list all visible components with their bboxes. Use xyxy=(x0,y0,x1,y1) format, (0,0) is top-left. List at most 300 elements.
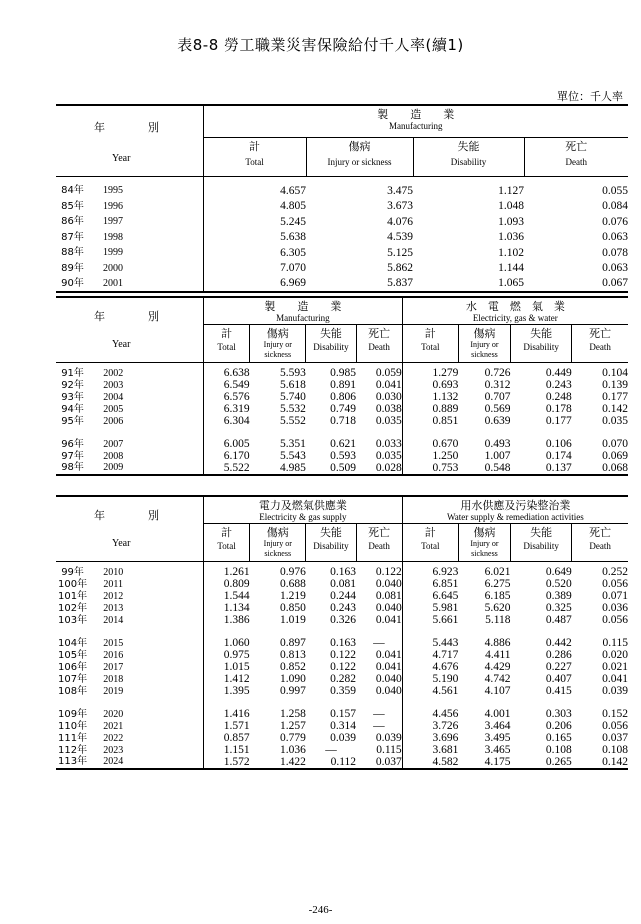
value-cell: 0.177 xyxy=(602,390,628,403)
value-cell: 0.359 xyxy=(330,684,357,697)
ad-year: 2015 xyxy=(103,637,124,649)
group-header-zh: 製 造 業 xyxy=(377,108,455,121)
ad-year: 2023 xyxy=(103,744,124,756)
value-cell: 0.243 xyxy=(545,378,572,391)
value-cell: 0.312 xyxy=(484,378,511,391)
value-cell: 0.243 xyxy=(330,601,357,614)
col-header-total: 計 Total xyxy=(204,524,250,562)
value-cell: 0.314 xyxy=(330,719,357,732)
roc-year: 112年 xyxy=(58,744,88,756)
value-cell: 1.261 xyxy=(204,567,250,579)
value-cell: 5.981 xyxy=(402,603,458,615)
value-cell: 0.303 xyxy=(545,707,572,720)
value-cell: 4.001 xyxy=(484,707,511,720)
ad-year: 1998 xyxy=(103,231,123,243)
value-cell: 0.142 xyxy=(602,402,628,415)
value-cell: 0.081 xyxy=(375,589,402,602)
ad-year: 2013 xyxy=(103,602,124,614)
value-cell: 5.118 xyxy=(485,613,511,626)
table-row xyxy=(56,261,628,277)
table-row xyxy=(56,392,628,404)
table-row xyxy=(56,215,628,231)
roc-year: 102年 xyxy=(58,602,88,614)
year-header-zh-b: 別 xyxy=(148,310,159,323)
table-row xyxy=(56,709,628,721)
value-cell: 0.206 xyxy=(545,719,572,732)
value-cell: 1.015 xyxy=(204,662,250,674)
value-cell: 0.039 xyxy=(602,684,628,697)
table-title: 表8-8 勞工職業災害保險給付千人率(續1) xyxy=(177,36,464,54)
value-cell: 4.582 xyxy=(402,757,458,770)
ad-year: 2005 xyxy=(103,403,124,415)
value-cell: 5.190 xyxy=(402,674,458,686)
value-cell: 6.969 xyxy=(203,277,306,293)
col-header-disability: 失能 Disability xyxy=(511,325,572,363)
table-row xyxy=(56,579,628,591)
value-cell: 0.040 xyxy=(375,577,402,590)
value-cell: 1.090 xyxy=(279,672,306,685)
ad-year: 2007 xyxy=(103,438,124,450)
value-cell: 0.593 xyxy=(330,449,357,462)
value-cell: 6.645 xyxy=(402,591,458,603)
ad-year: 2024 xyxy=(89,757,137,770)
value-cell: 1.036 xyxy=(279,743,306,756)
value-cell: 1.093 xyxy=(498,215,525,228)
ad-year: 2019 xyxy=(103,685,124,697)
value-cell: 0.078 xyxy=(602,246,629,259)
value-cell: 5.837 xyxy=(306,277,413,293)
value-cell: 6.304 xyxy=(204,416,250,428)
table-row xyxy=(56,662,628,674)
ad-year: 2012 xyxy=(103,590,124,602)
value-cell: 0.726 xyxy=(484,366,511,379)
value-cell: 0.493 xyxy=(484,437,511,450)
value-cell: 4.985 xyxy=(250,463,306,476)
value-cell: 0.282 xyxy=(330,672,357,685)
value-cell: 4.429 xyxy=(484,660,511,673)
year-header-zh-a: 年 xyxy=(94,509,105,522)
value-cell: 0.897 xyxy=(279,636,306,649)
value-cell: 4.539 xyxy=(387,231,414,243)
value-cell: 0.227 xyxy=(545,660,572,673)
value-cell: 0.889 xyxy=(402,404,458,416)
value-cell: 0.670 xyxy=(402,439,458,451)
value-cell: 0.509 xyxy=(306,463,356,476)
value-cell: 1.132 xyxy=(402,392,458,404)
col-header-injury: 傷病 Injury or sickness xyxy=(306,138,413,177)
value-cell: 4.561 xyxy=(402,686,458,698)
value-cell: 0.851 xyxy=(402,416,458,428)
value-cell: 0.108 xyxy=(545,743,572,756)
value-cell: 0.649 xyxy=(545,565,572,578)
value-cell: 0.040 xyxy=(375,684,402,697)
value-cell: 0.115 xyxy=(376,743,402,756)
value-cell: 0.442 xyxy=(545,636,572,649)
value-cell: 0.035 xyxy=(375,414,402,427)
table-row xyxy=(56,439,628,451)
value-cell: 0.165 xyxy=(545,731,572,744)
value-cell: 0.035 xyxy=(602,414,628,427)
value-cell: 0.163 xyxy=(330,565,357,578)
value-cell: 6.185 xyxy=(484,589,511,602)
value-cell: 0.688 xyxy=(279,577,306,590)
ad-year: 2017 xyxy=(103,661,124,673)
col-header-disability: 失能 Disability xyxy=(413,138,524,177)
value-cell: 6.170 xyxy=(204,451,250,463)
value-cell: 4.805 xyxy=(203,199,306,215)
value-cell: 5.593 xyxy=(279,366,306,379)
roc-year: 110年 xyxy=(58,720,88,732)
value-cell: 1.219 xyxy=(279,589,306,602)
roc-year: 98年 xyxy=(56,463,89,476)
value-cell: 1.258 xyxy=(279,707,306,720)
col-header-death: 死亡 Death xyxy=(572,524,628,562)
value-cell: 0.779 xyxy=(279,731,306,744)
roc-year: 92年 xyxy=(61,379,84,391)
value-cell: 0.036 xyxy=(602,601,628,614)
col-header-injury: 傷病 Injury or sickness xyxy=(458,325,510,363)
section-2-table xyxy=(56,296,628,476)
year-header-en: Year xyxy=(112,339,131,350)
col-header-injury: 傷病 Injury or sickness xyxy=(458,524,510,562)
value-cell: 0.038 xyxy=(375,402,402,415)
roc-year: 93年 xyxy=(61,391,84,403)
value-cell: 0.067 xyxy=(524,277,628,293)
value-cell: 5.125 xyxy=(387,246,414,259)
value-cell: 0.569 xyxy=(484,402,511,415)
group-header-electricity-gas-water: 水 電 燃 氣 業 Electricity, gas & water xyxy=(402,297,628,325)
value-cell: 1.422 xyxy=(250,757,306,770)
ad-year: 2021 xyxy=(103,720,124,732)
table-row xyxy=(56,567,628,579)
roc-year: 97年 xyxy=(61,450,84,462)
value-cell: 0.115 xyxy=(602,636,628,649)
value-cell: 0.325 xyxy=(545,601,572,614)
value-cell: 6.275 xyxy=(484,577,511,590)
col-header-disability: 失能 Disability xyxy=(511,524,572,562)
value-cell: 0.487 xyxy=(545,613,572,626)
value-cell: 6.923 xyxy=(402,567,458,579)
value-cell: 0.035 xyxy=(375,449,402,462)
group-header-manufacturing xyxy=(203,105,628,138)
unit-label: 單位：千人率 xyxy=(557,90,623,103)
value-cell: 0.852 xyxy=(279,660,306,673)
table-row xyxy=(56,184,628,200)
value-cell: 0.985 xyxy=(330,366,357,379)
value-cell: 5.638 xyxy=(203,230,306,246)
value-cell: 6.305 xyxy=(203,246,306,262)
value-cell: 3.475 xyxy=(387,184,414,197)
value-cell: 5.351 xyxy=(279,437,306,450)
value-cell: 6.021 xyxy=(484,565,511,578)
value-cell: 3.681 xyxy=(402,745,458,757)
value-cell: 0.063 xyxy=(602,231,629,243)
value-cell: 5.740 xyxy=(279,390,306,403)
roc-year: 91年 xyxy=(61,367,84,379)
col-header-death: 死亡 Death xyxy=(524,138,628,177)
value-cell: 0.106 xyxy=(545,437,572,450)
section-1-table xyxy=(56,104,628,293)
value-cell: 0.252 xyxy=(602,565,628,578)
value-cell: 7.070 xyxy=(203,261,306,277)
value-cell: 0.037 xyxy=(602,731,628,744)
year-header-zh-b: 別 xyxy=(148,121,159,134)
value-cell: 0.707 xyxy=(484,390,511,403)
value-cell: 0.041 xyxy=(375,648,402,661)
value-cell: 4.886 xyxy=(484,636,511,649)
value-cell: 5.543 xyxy=(279,449,306,462)
value-cell: 1.144 xyxy=(498,262,525,274)
value-cell: 0.997 xyxy=(279,684,306,697)
col-header-death: 死亡 Death xyxy=(356,325,402,363)
value-cell: 0.326 xyxy=(330,613,357,626)
roc-year: 101年 xyxy=(58,590,88,602)
value-cell: 3.495 xyxy=(484,731,511,744)
group-header-water-supply-remediation: 用水供應及污染整治業 Water supply & remediation activities xyxy=(402,496,628,524)
year-header xyxy=(56,297,204,363)
value-cell: 1.250 xyxy=(402,451,458,463)
value-cell: 0.976 xyxy=(279,565,306,578)
ad-year: 2000 xyxy=(103,262,123,274)
ad-year: 2011 xyxy=(103,578,123,590)
value-cell: 0.286 xyxy=(545,648,572,661)
roc-year: 113年 xyxy=(56,757,89,770)
value-cell: 0.041 xyxy=(375,660,402,673)
value-cell: 0.122 xyxy=(330,660,357,673)
value-cell: 0.163 xyxy=(330,636,357,649)
roc-year: 104年 xyxy=(58,637,88,649)
value-cell: 0.693 xyxy=(402,380,458,392)
table-row xyxy=(56,721,628,733)
value-cell: 0.071 xyxy=(602,589,628,602)
table-row xyxy=(56,380,628,392)
value-cell: 0.152 xyxy=(602,707,628,720)
col-header-total: 計 Total xyxy=(203,138,306,177)
value-cell: 0.040 xyxy=(375,601,402,614)
table-row xyxy=(56,638,628,650)
value-cell: 0.041 xyxy=(375,613,402,626)
roc-year: 107年 xyxy=(58,673,88,685)
group-header-electricity-gas-supply: 電力及燃氣供應業 Electricity & gas supply xyxy=(204,496,403,524)
year-header-en: Year xyxy=(112,153,131,164)
year-header-en: Year xyxy=(112,538,131,549)
roc-year: 95年 xyxy=(61,415,84,427)
ad-year: 2004 xyxy=(103,391,124,403)
value-cell: 0.548 xyxy=(458,463,510,476)
value-cell: 0.749 xyxy=(330,402,357,415)
roc-year: 103年 xyxy=(58,614,88,626)
value-cell: 0.081 xyxy=(330,577,357,590)
value-cell: 1.127 xyxy=(498,184,525,197)
value-cell: 5.532 xyxy=(279,402,306,415)
value-cell: 6.638 xyxy=(204,368,250,380)
roc-year: 108年 xyxy=(58,685,88,697)
table-row xyxy=(56,674,628,686)
table-row xyxy=(56,199,628,215)
value-cell: 3.726 xyxy=(402,721,458,733)
table-row xyxy=(56,686,628,698)
value-cell: 0.041 xyxy=(602,672,628,685)
table-row xyxy=(56,404,628,416)
value-cell: 0.621 xyxy=(330,437,357,450)
value-cell: 1.544 xyxy=(204,591,250,603)
value-cell: 1.048 xyxy=(498,200,525,212)
year-header-zh-b: 別 xyxy=(148,509,159,522)
roc-year: 106年 xyxy=(58,661,88,673)
value-cell: 0.056 xyxy=(602,577,628,590)
value-cell: 0.177 xyxy=(545,414,572,427)
roc-year: 111年 xyxy=(58,732,88,744)
value-cell: — xyxy=(373,636,385,649)
table-row xyxy=(56,416,628,428)
value-cell: 1.395 xyxy=(204,686,250,698)
value-cell: 4.717 xyxy=(402,650,458,662)
value-cell: 0.020 xyxy=(602,648,628,661)
value-cell: — xyxy=(373,707,385,720)
value-cell: 1.412 xyxy=(204,674,250,686)
value-cell: 0.076 xyxy=(602,215,629,228)
value-cell: 0.084 xyxy=(602,200,629,212)
ad-year: 2020 xyxy=(103,708,124,720)
value-cell: 0.070 xyxy=(602,437,628,450)
ad-year: 2022 xyxy=(103,732,124,744)
value-cell: 0.039 xyxy=(330,731,357,744)
ad-year: 2001 xyxy=(89,277,137,293)
ad-year: 2002 xyxy=(103,367,124,379)
value-cell: 5.245 xyxy=(203,215,306,231)
value-cell: 0.244 xyxy=(330,589,357,602)
value-cell: 0.178 xyxy=(545,402,572,415)
value-cell: 5.620 xyxy=(484,601,511,614)
value-cell: 0.040 xyxy=(375,672,402,685)
value-cell: 1.571 xyxy=(204,721,250,733)
value-cell: 1.416 xyxy=(204,709,250,721)
year-header xyxy=(56,496,204,562)
value-cell: 6.851 xyxy=(402,579,458,591)
value-cell: 4.175 xyxy=(458,757,510,770)
value-cell: 5.522 xyxy=(204,463,250,476)
roc-year: 85年 xyxy=(61,200,84,212)
table-row xyxy=(56,591,628,603)
value-cell: 5.661 xyxy=(402,615,458,627)
ad-year: 2006 xyxy=(103,415,124,427)
ad-year: 1996 xyxy=(103,200,123,212)
ad-year: 2018 xyxy=(103,673,124,685)
col-header-disability: 失能 Disability xyxy=(306,524,356,562)
value-cell: 0.139 xyxy=(602,378,628,391)
ad-year: 1999 xyxy=(103,247,123,259)
value-cell: 0.407 xyxy=(545,672,572,685)
section-3-table xyxy=(56,495,628,770)
table-row xyxy=(56,451,628,463)
value-cell: 6.319 xyxy=(204,404,250,416)
value-cell: 1.134 xyxy=(204,603,250,615)
value-cell: 0.028 xyxy=(356,463,402,476)
value-cell: 4.742 xyxy=(484,672,511,685)
group-header-en: Manufacturing xyxy=(389,121,443,131)
value-cell: 0.063 xyxy=(602,262,629,274)
value-cell: 1.007 xyxy=(484,449,511,462)
value-cell: 0.520 xyxy=(545,577,572,590)
value-cell: 3.464 xyxy=(484,719,511,732)
table-row xyxy=(56,745,628,757)
value-cell: 4.676 xyxy=(402,662,458,674)
value-cell: 0.389 xyxy=(545,589,572,602)
ad-year: 2009 xyxy=(89,463,137,476)
ad-year: 2014 xyxy=(103,614,124,626)
value-cell: 1.019 xyxy=(279,613,306,626)
value-cell: 0.806 xyxy=(330,390,357,403)
value-cell: 0.108 xyxy=(602,743,628,756)
value-cell: 0.021 xyxy=(602,660,628,673)
value-cell: 0.857 xyxy=(204,733,250,745)
value-cell: 0.056 xyxy=(602,613,628,626)
value-cell: 0.753 xyxy=(402,463,458,476)
value-cell: 4.411 xyxy=(485,648,511,661)
value-cell: 0.059 xyxy=(375,366,402,379)
value-cell: 0.718 xyxy=(330,414,357,427)
value-cell: 0.975 xyxy=(204,650,250,662)
value-cell: 1.386 xyxy=(204,615,250,627)
roc-year: 109年 xyxy=(58,708,88,720)
roc-year: 90年 xyxy=(56,277,89,293)
page-number: -246- xyxy=(308,904,333,916)
value-cell: 0.030 xyxy=(375,390,402,403)
value-cell: 0.069 xyxy=(602,449,628,462)
year-header-zh-a: 年 xyxy=(94,310,105,323)
value-cell: 0.055 xyxy=(602,184,629,197)
col-header-disability: 失能 Disability xyxy=(306,325,356,363)
value-cell: 0.415 xyxy=(545,684,572,697)
value-cell: 4.657 xyxy=(203,184,306,200)
group-header-manufacturing: 製 造 業 Manufacturing xyxy=(204,297,403,325)
value-cell: 3.673 xyxy=(387,200,414,212)
value-cell: 4.076 xyxy=(387,215,414,228)
value-cell: 0.639 xyxy=(484,414,511,427)
value-cell: 0.449 xyxy=(545,366,572,379)
col-header-injury: 傷病 Injury or sickness xyxy=(250,325,306,363)
value-cell: 0.142 xyxy=(572,757,628,770)
value-cell: 1.572 xyxy=(204,757,250,770)
value-cell: 5.618 xyxy=(279,378,306,391)
value-cell: 3.696 xyxy=(402,733,458,745)
roc-year: 84年 xyxy=(61,185,84,197)
value-cell: 0.265 xyxy=(511,757,572,770)
value-cell: 0.813 xyxy=(279,648,306,661)
value-cell: — xyxy=(373,719,385,732)
roc-year: 94年 xyxy=(61,403,84,415)
ad-year: 2010 xyxy=(103,566,124,578)
roc-year: 87年 xyxy=(61,231,84,243)
table-row xyxy=(56,650,628,662)
value-cell: 0.137 xyxy=(511,463,572,476)
value-cell: 1.279 xyxy=(402,368,458,380)
value-cell: 0.039 xyxy=(375,731,402,744)
value-cell: 4.456 xyxy=(402,709,458,721)
value-cell: 0.850 xyxy=(279,601,306,614)
value-cell: 6.576 xyxy=(204,392,250,404)
value-cell: 0.033 xyxy=(375,437,402,450)
table-row xyxy=(56,463,628,476)
value-cell: 0.041 xyxy=(375,378,402,391)
value-cell: 0.891 xyxy=(330,378,357,391)
table-row xyxy=(56,733,628,745)
table-row xyxy=(56,368,628,380)
table-row xyxy=(56,277,628,293)
roc-year: 86年 xyxy=(61,216,84,228)
value-cell: 0.174 xyxy=(545,449,572,462)
value-cell: 0.122 xyxy=(330,648,357,661)
